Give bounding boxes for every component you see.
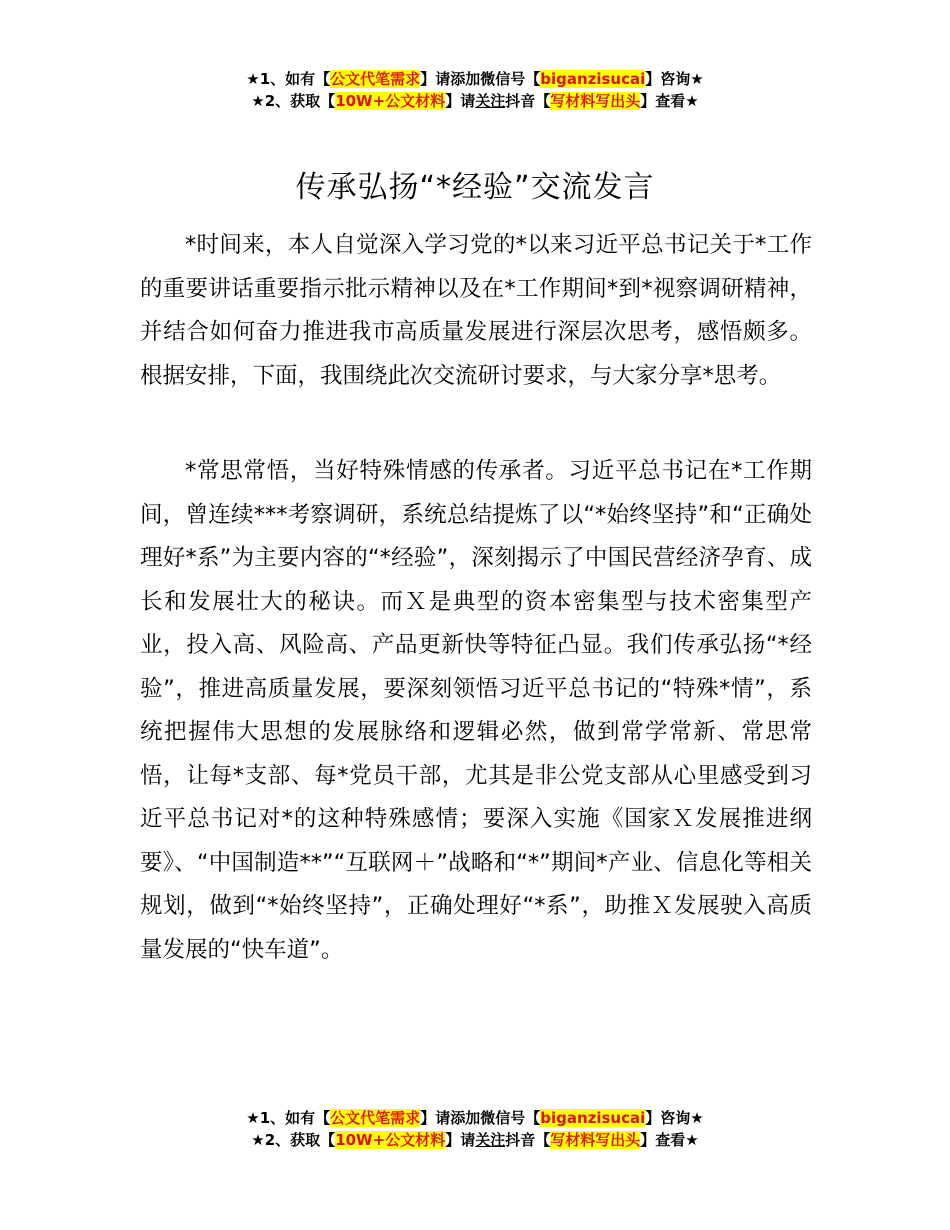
banner-highlight: 写材料写出头 [550,92,641,110]
banner-underline: 关注 [475,1131,506,1149]
banner-highlight: 写材料写出头 [550,1131,641,1149]
banner-highlight: 10W+公文材料 [335,1131,446,1149]
banner-highlight: biganzisucai [540,1109,646,1127]
banner-highlight: 公文代笔需求 [330,1109,421,1127]
body-paragraph-2: *常思常悟，当好特殊情感的传承者。习近平总书记在*工作期间，曾连续***考察调研，系统总结提炼了以“*始终坚持”和“正确处理好*系”为主要内容的“*经验”，深刻揭示了中国民营经济孕育、成长和发展壮大的秘诀。而Ｘ是典型的资本密集型与技术密集型产业，投入高、风险高、产品更新快等特征凸显。我们传承弘扬“*经验”，推进高质量发展，要深刻领悟习近平总书记的“特殊*情”，系统把握伟大思想的发展脉络和逻辑必然，做到常学常新、常思常悟，让每*支部、每*党员干部，尤其是非公党支部从心里感受到习近平总书记对*的这种特殊感情；要深入实施《国家Ｘ发展推进纲要》、“中国制造**”“互联网＋”战略和“*”期间*产业、信息化等相关规划，做到“*始终坚持”，正确处理好“*系”，助推Ｘ发展驶入高质量发展的“快车道”。 [140,458,812,963]
document-title: 传承弘扬“*经验”交流发言 [295,170,655,205]
footer-banner [0,1107,950,1151]
header-banner [0,68,950,112]
banner-highlight: 10W+公文材料 [335,92,446,110]
banner-highlight: biganzisucai [540,70,646,88]
banner-line-2: ★2、获取【10W+公文材料】请关注抖音【写材料写出头】查看★ [251,92,699,110]
banner-line-1: ★1、如有【公文代笔需求】请添加微信号【biganzisucai】咨询★ [246,70,704,88]
body-paragraph-1: *时间来，本人自觉深入学习党的*以来习近平总书记关于*工作的重要讲话重要指示批示精神以及在*工作期间*到*视察调研精神，并结合如何奋力推进我市高质量发展进行深层次思考，感悟颇多。根据安排，下面，我围绕此次交流研讨要求，与大家分享*思考。 [140,232,812,389]
banner-line-2: ★2、获取【10W+公文材料】请关注抖音【写材料写出头】查看★ [251,1131,699,1149]
banner-underline: 关注 [475,92,506,110]
banner-highlight: 公文代笔需求 [330,70,421,88]
banner-line-1: ★1、如有【公文代笔需求】请添加微信号【biganzisucai】咨询★ [246,1109,704,1127]
